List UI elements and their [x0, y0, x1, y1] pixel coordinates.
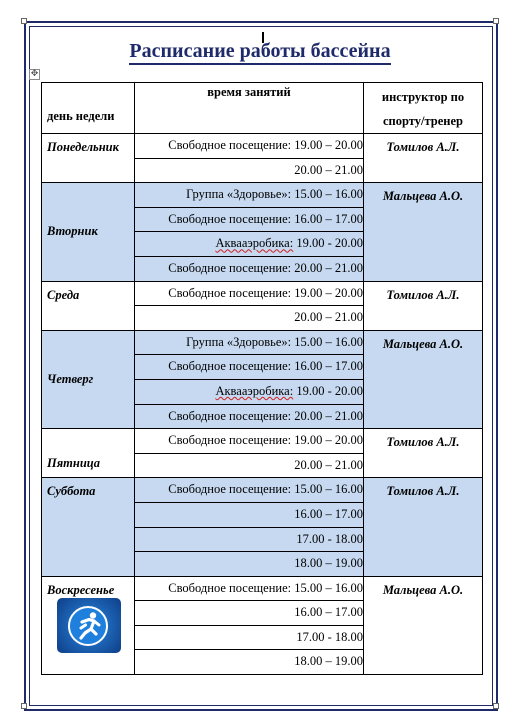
corner-handle-br[interactable]: [493, 703, 499, 709]
session-cell: [135, 650, 364, 675]
instructor-cell: [364, 478, 483, 576]
session-time: 19.00 - 20.00: [296, 236, 363, 251]
session-time: 16.00 – 17.00: [294, 605, 363, 620]
header-day: день недели: [47, 109, 115, 123]
running-person-icon: [57, 598, 121, 653]
corner-handle-bl[interactable]: [21, 703, 27, 709]
instructor-cell: [364, 576, 483, 674]
session-label: Свободное посещение:: [168, 580, 292, 595]
session-label: Свободное посещение:: [168, 285, 292, 300]
header-instructor-line1: инструктор по: [381, 90, 465, 104]
instructor-cell: [364, 183, 483, 281]
table-row: [42, 478, 483, 503]
session-time: 16.00 – 17.00: [294, 359, 363, 374]
header-row: [42, 83, 483, 134]
day-name: Суббота: [47, 484, 96, 499]
header-instructor-line2: спорту/тренер: [383, 114, 463, 128]
header-day-cell: [42, 83, 135, 134]
session-time: 19.00 - 20.00: [296, 383, 363, 398]
table-row: [42, 429, 483, 454]
session-cell: [135, 232, 364, 257]
move-handle-icon[interactable]: ✥: [30, 69, 39, 79]
session-time: 20.00 – 21.00: [294, 260, 363, 275]
session-cell: [135, 158, 364, 183]
session-cell: [135, 625, 364, 650]
session-cell: [135, 256, 364, 281]
instructor-name: Мальцева А.О.: [382, 336, 464, 351]
session-label: Аквааэробика:: [215, 383, 294, 398]
day-cell: [42, 429, 135, 478]
day-name: Вторник: [47, 224, 98, 239]
session-time: 17.00 - 18.00: [296, 629, 363, 644]
table-row: [42, 183, 483, 208]
session-time: 16.00 – 17.00: [294, 211, 363, 226]
header-instructor: [364, 83, 482, 133]
session-cell: [135, 429, 364, 454]
session-time: 20.00 – 21.00: [294, 162, 363, 177]
session-cell: [135, 281, 364, 306]
day-cell: [42, 183, 135, 281]
session-cell: [135, 379, 364, 404]
day-cell: [42, 330, 135, 428]
session-cell: [135, 207, 364, 232]
instructor-name: Томилов А.Л.: [386, 484, 460, 499]
session-time: 15.00 – 16.00: [294, 580, 363, 595]
header-instructor-cell: [364, 83, 483, 134]
session-cell: [135, 453, 364, 478]
session-time: 18.00 – 19.00: [294, 556, 363, 571]
session-label: Свободное посещение:: [168, 138, 292, 152]
session-label: Свободное посещение:: [168, 433, 292, 448]
day-name: Понедельник: [47, 140, 119, 154]
day-cell: [42, 134, 135, 183]
table-row: [42, 330, 483, 355]
header-time: время занятий: [207, 85, 291, 99]
page-title-text: Расписание работы бассейна: [129, 40, 390, 65]
day-name: Четверг: [47, 371, 94, 386]
session-time: 15.00 – 16.00: [294, 187, 363, 202]
session-time: 18.00 – 19.00: [294, 654, 363, 669]
session-time: 19.00 – 20.00: [294, 138, 363, 152]
session-cell: [135, 601, 364, 626]
logo-circle: [68, 606, 108, 646]
session-label: Свободное посещение:: [168, 211, 292, 226]
day-cell: [42, 478, 135, 576]
instructor-name: Мальцева А.О.: [382, 189, 464, 204]
day-cell: [42, 281, 135, 330]
table-row: [42, 281, 483, 306]
session-cell: [135, 404, 364, 429]
session-label: Группа «Здоровье»:: [186, 334, 292, 349]
session-time: 20.00 – 21.00: [294, 408, 363, 423]
session-label: Свободное посещение:: [168, 408, 292, 423]
session-cell: [135, 330, 364, 355]
table-row: [42, 134, 483, 159]
day-name: Пятница: [47, 456, 100, 471]
session-label: Свободное посещение:: [168, 482, 292, 497]
session-label: Аквааэробика:: [215, 236, 294, 251]
session-time: 17.00 - 18.00: [296, 531, 363, 546]
session-cell: [135, 306, 364, 331]
session-time: 20.00 – 21.00: [294, 457, 363, 472]
session-label: Свободное посещение:: [168, 260, 292, 275]
session-cell: [135, 552, 364, 577]
instructor-cell: [364, 330, 483, 428]
instructor-cell: [364, 281, 483, 330]
instructor-name: Томилов А.Л.: [386, 435, 460, 450]
instructor-cell: [364, 429, 483, 478]
instructor-name: Мальцева А.О.: [382, 582, 464, 597]
session-time: 15.00 – 16.00: [294, 482, 363, 497]
instructor-name: Томилов А.Л.: [386, 140, 460, 154]
session-cell: [135, 502, 364, 527]
corner-handle-tl[interactable]: [21, 18, 27, 24]
session-time: 16.00 – 17.00: [294, 506, 363, 521]
session-cell: [135, 527, 364, 552]
session-cell: [135, 355, 364, 380]
session-cell: [135, 134, 364, 159]
runner-figure: [70, 608, 106, 644]
session-time: 15.00 – 16.00: [294, 334, 363, 349]
session-time: 19.00 – 20.00: [294, 285, 363, 300]
session-time: 19.00 – 20.00: [294, 433, 363, 448]
session-cell: [135, 576, 364, 601]
day-name: Среда: [47, 287, 80, 302]
session-label: Свободное посещение:: [168, 359, 292, 374]
instructor-name: Томилов А.Л.: [386, 287, 460, 302]
session-time: 20.00 – 21.00: [294, 310, 363, 325]
session-label: Группа «Здоровье»:: [186, 187, 292, 202]
session-cell: [135, 183, 364, 208]
session-cell: [135, 478, 364, 503]
corner-handle-tr[interactable]: [493, 18, 499, 24]
page-title: [0, 40, 520, 63]
schedule-table: [41, 82, 483, 675]
day-name: Воскресенье: [47, 582, 115, 597]
header-time-cell: [135, 83, 364, 134]
instructor-cell: [364, 134, 483, 183]
